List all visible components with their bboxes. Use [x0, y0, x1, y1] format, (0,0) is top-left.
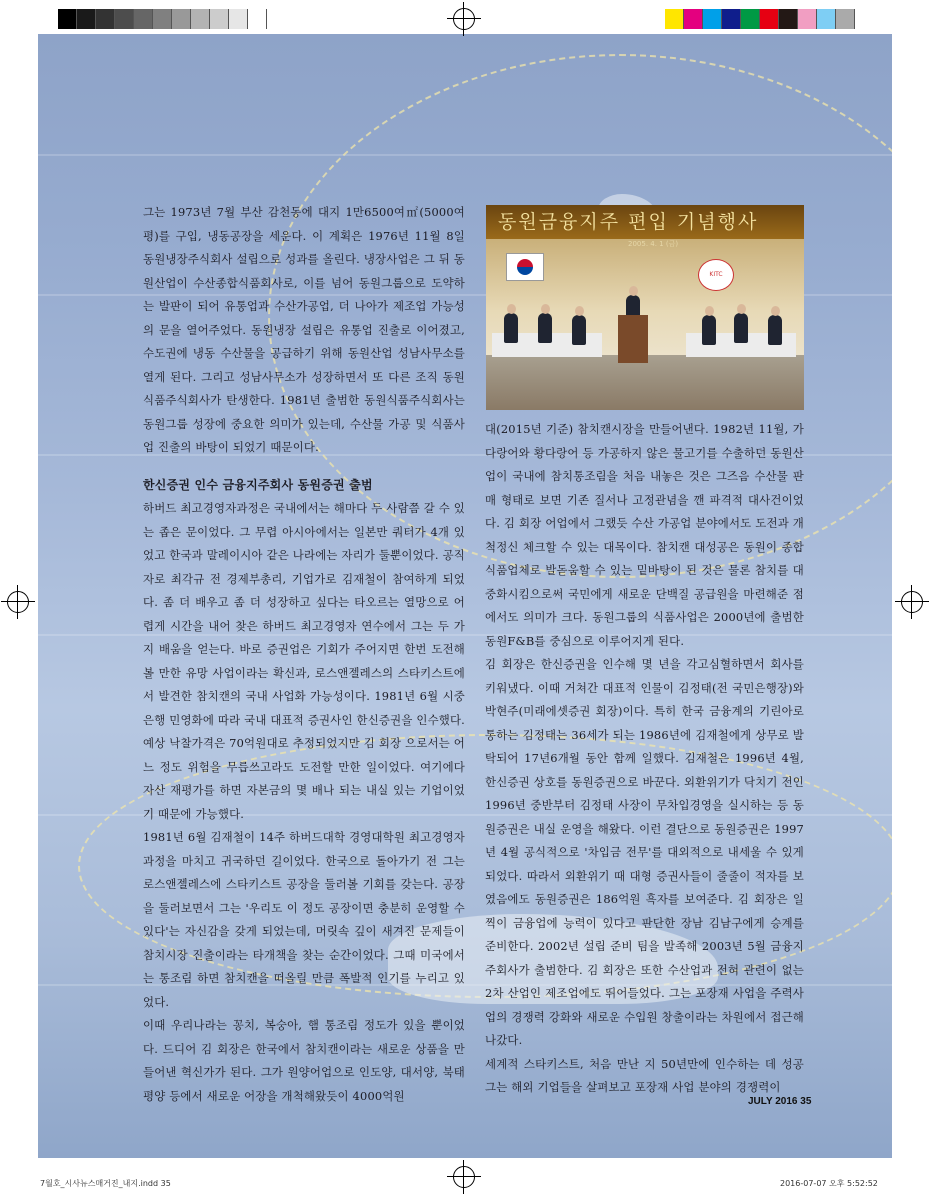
kitc-logo: KITC	[698, 259, 734, 291]
left-paragraph-4: 이때 우리나라는 꽁치, 복숭아, 햄 통조림 정도가 있을 뿐이었다. 드디어 김 회장은 한국에서 참치캔이라는 새로운 상품을 만들어낸 혁신가가 된다. 그가 원양어업으로 인도양, 대서양, 북태평양 등에서 새로운 어장을 개척해왔듯이 4000억원	[143, 1018, 465, 1103]
cmyk-color-bar	[665, 9, 855, 29]
korean-flag-icon	[506, 253, 544, 281]
footer-filename: 7월호_시사뉴스매거진_내지.indd 35	[40, 1179, 171, 1188]
right-paragraph-1: 대(2015년 기준) 참치캔시장을 만들어낸다. 1982년 11월, 가다랑어와 황다랑어 등 가공하지 않은 물고기를 수출하던 동원산업이 국내에 참치통조림을 처음 내놓은 것은 그즈음 수산물 판매 형태로 보면 기존 질서나 고정관념을 깬 파격적 대사건이었다. 김 회장 어업에서 그랬듯 수산 가공업 분야에서도 도전과 개척정신 체크할 수 있는 대목이다. 참치캔 대성공은 동원이 종합식품업체로 발돋움할 수 있는 밑바탕이 된 것은 물론 참치를 대중화시킴으로써 국민에게 새로운 단백질 공급원을 마련해준 점에서도 의미가 크다. 동원그룹의 식품사업은 2000년에 출범한 동원F&B를 중심으로 이루어지게 된다.	[485, 422, 804, 648]
right-column	[485, 418, 804, 1100]
event-photo	[486, 205, 804, 410]
footer-timestamp: 2016-07-07 오후 5:52:52	[780, 1179, 878, 1188]
grayscale-color-bar	[58, 9, 267, 29]
registration-mark-right	[895, 585, 929, 619]
section-heading: 한신증권 인수 금융지주회사 동원증권 출범	[143, 477, 373, 492]
right-paragraph-2: 김 회장은 한신증권을 인수해 몇 년을 각고심혈하면서 회사를 키워냈다. 이때 거쳐간 대표적 인물이 김정태(전 국민은행장)와 박현주(미래에셋증권 회장)이다. 특히 한국 금융계의 기린아로 통하는 김정태는 36세가 되는 1986년에 김재철에게 상무로 발탁되어 17년6개월 동안 함께 일했다. 김재철은 1996년 4월, 한신증권 상호를 동원증권으로 바꾼다. 외환위기가 닥치기 전인 1996년 중반부터 김정태 사장이 무차입경영을 실시하는 등 동원증권은 내실 운영을 해왔다. 이런 결단으로 동원증권은 1997년 4월 공식적으로 '차입금 전무'를 대외적으로 내세울 수 있게 되었다. 따라서 외환위기 때 대형 증권사들이 줄줄이 적자를 보였음에도 동원증권은 186억원 흑자를 보여준다. 김 회장은 일찍이 금융업에 능력이 있다고 판단한 장남 김남구에게 승계를 준비한다. 2002년 설립 준비 팀을 발족해 2003년 5월 금융지주회사가 출범한다. 김 회장은 또한 수산업과 전혀 관련이 없는 2차 산업인 제조업에도 뛰어들었다. 그는 포장재 사업을 주력사업의 경쟁력 강화와 새로운 수입원 창출이라는 차원에서 접근해 나갔다.	[485, 657, 804, 1047]
left-paragraph-1: 그는 1973년 7월 부산 감천동에 대지 1만6500여㎡(5000여평)를 구입, 냉동공장을 세운다. 이 계획은 1976년 11월 8일 동원냉장주식회사 설립으로 성과를 올린다. 냉장사업은 그 뒤 동원산업이 수산종합식품회사로, 이를 넘어 동원그룹으로 도약하는 발판이 되어 유통업과 수산가공업, 더 나아가 제조업 가능성의 문을 열어주었다. 동원냉장 설립은 유통업 진출로 이어졌고, 수도권에 냉동 수산물을 공급하기 위해 동원산업 성남사무소를 열게 된다. 그리고 성남사무소가 성장하면서 또 다른 조직 동원식품주식회사가 탄생한다. 1981년 출범한 동원식품주식회사는 동원그룹 성장에 중요한 의미가 있는데, 수산물 가공 및 식품사업 진출의 바탕이 되었기 때문이다.	[143, 205, 465, 454]
registration-mark-left	[1, 585, 35, 619]
left-paragraph-3: 1981년 6월 김재철이 14주 하버드대학 경영대학원 최고경영자 과정을 마치고 귀국하던 길이었다. 한국으로 돌아가기 전 그는 로스앤젤레스에 스타키스트 공장을 둘러볼 기회를 갖는다. 공장을 둘러보면서 그는 '우리도 이 정도 공장이면 충분히 운영할 수 있다'는 자신감을 갖게 되었는데, 머릿속 깊이 새겨진 문제들이 참치시장 진출이라는 타개책을 찾는 순간이었다. 그때 미국에서는 통조림 하면 참치캔을 떠올릴 만큼 폭발적 인기를 누리고 있었다.	[143, 830, 465, 1009]
page-number: JULY 2016 35	[748, 1096, 812, 1107]
photo-banner-date: 2005. 4. 1 (금)	[628, 240, 679, 248]
right-paragraph-3: 세계적 스타키스트, 처음 만난 지 50년만에 인수하는 데 성공 그는 해외 기업들을 살펴보고 포장재 사업 분야의 경쟁력이	[485, 1056, 804, 1094]
registration-mark-top	[447, 2, 481, 36]
photo-banner-text: 동원금융지주 편입 기념행사	[486, 205, 804, 239]
left-paragraph-2: 하버드 최고경영자과정은 국내에서는 해마다 두 사람쯤 갈 수 있는 좁은 문이었다. 그 무렵 아시아에서는 일본만 쿼터가 4개 있었고 한국과 말레이시아 같은 나라에는 자리가 둘뿐이었다. 공직자로 최각규 전 경제부총리, 기업가로 김재철이 참여하게 되었다. 좀 더 배우고 좀 더 성장하고 싶다는 타오르는 열망으로 어렵게 시간을 내어 찾은 하버드 최고경영자 연수에서 그는 두 가지 배움을 얻는다. 바로 증권업은 기회가 주어지면 한번 도전해볼 만한 유망 사업이라는 확신과, 로스앤젤레스의 스타키스트에서 발견한 참치캔의 국내 사업화 가능성이다. 1981년 6월 시중은행 민영화에 따라 국내 대표적 증권사인 한신증권을 인수했다. 예상 낙찰가격은 70억원대로 추정되었지만 김 회장 으로서는 어느 정도 위험을 무릅쓰고라도 도전할 만한 일이었다. 여기에다 자산 재평가를 하면 자본금의 몇 배나 되는 내실 있는 기업이었기 때문에 가능했다.	[143, 501, 465, 821]
left-column	[143, 201, 465, 1108]
registration-mark-bottom	[447, 1160, 481, 1194]
